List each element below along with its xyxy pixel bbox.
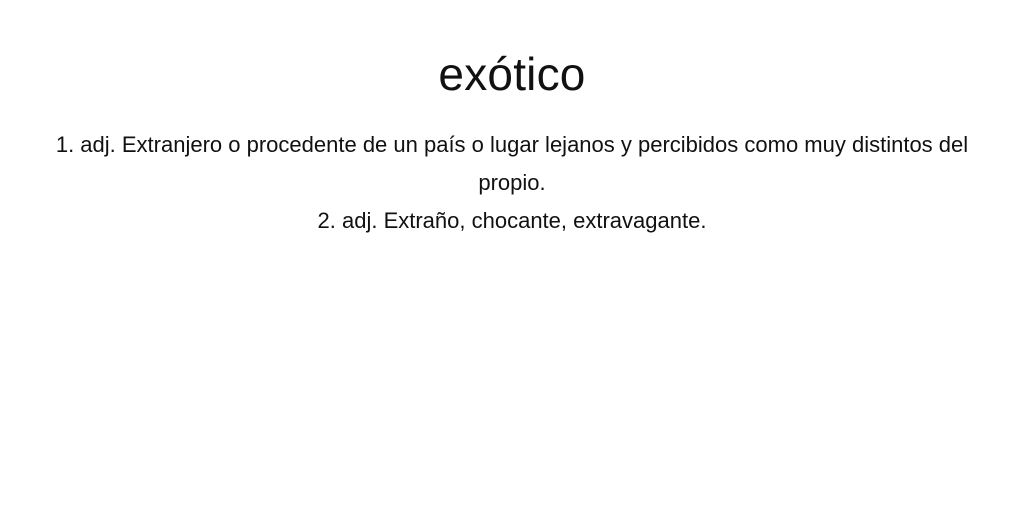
definition-item-1: 1. adj. Extranjero o procedente de un país o lugar lejanos y percibidos como muy distintos del propio. [55, 132, 969, 195]
definition-list [40, 126, 984, 240]
entry-headword: exótico [438, 48, 586, 100]
definition-item-2: 2. adj. Extraño, chocante, extravagante. [317, 208, 707, 233]
